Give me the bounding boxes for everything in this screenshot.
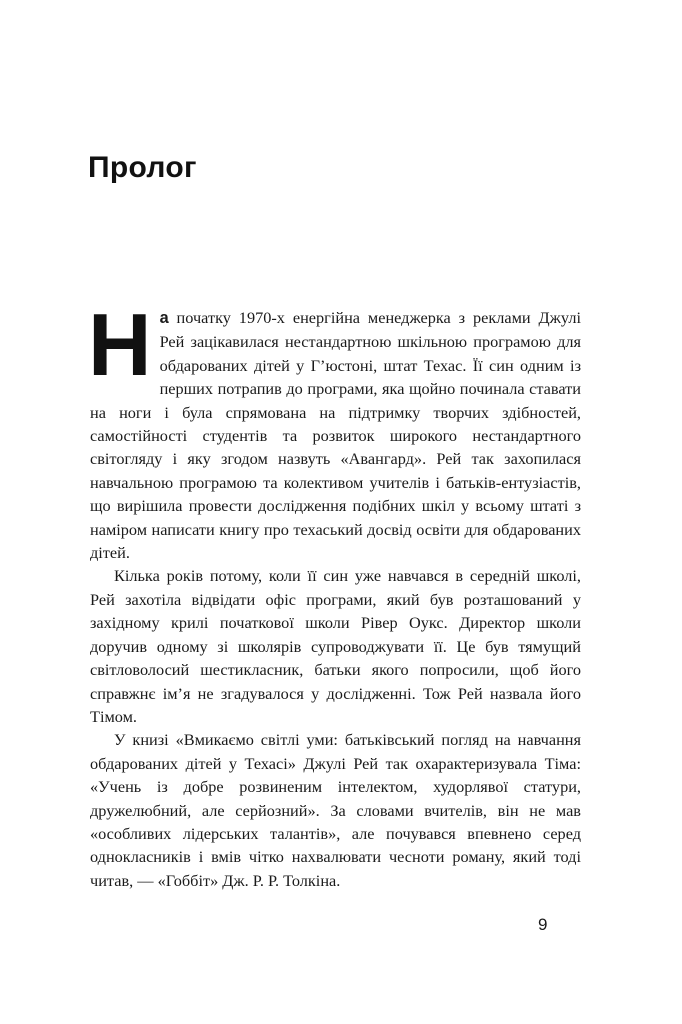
paragraph-1-text: початку 1970-х енергійна менеджерка з реклами Джулі Рей зацікавилася нестандартною шкільною програмою для обдарованих дітей у Г’юстоні, штат Техас. Її син одним із перших потрапив до програми, яка щойно починала ставати на ноги і була спрямована на підтримку творчих здібностей, самостійності студентів та розвиток широкого нестандартного світогляду і яку згодом назвуть «Авангард». Рей так захопилася навчальною програмою та колективом учителів і батьків-ентузіастів, що вирішила провести дослідження подібних шкіл у всьому штаті з наміром написати книгу про техаський досвід освіти для обдарованих дітей. — [90, 308, 581, 563]
drop-cap: Н — [88, 295, 152, 394]
lead-letter: а — [159, 309, 169, 327]
paragraph-1 — [88, 295, 581, 564]
chapter-title: Пролог — [88, 151, 197, 184]
page-number: 9 — [538, 915, 548, 934]
body-text — [88, 295, 581, 892]
paragraph-2: Кілька років потому, коли її син уже навчався в середній школі, Рей захотіла відвідати офіс програми, який був розташований у західному крилі початкової школи Рівер Оукс. Директор школи доручив одному зі школярів супроводжувати її. Це був тямущий світловолосий шестикласник, батьки якого попросили, щоб його справжнє ім’я не згадувалося у дослідженні. Тож Рей назвала його Тімом. — [90, 566, 581, 726]
paragraph-3: У книзі «Вмикаємо світлі уми: батьківський погляд на навчання обдарованих дітей у Техасі» Джулі Рей так охарактеризувала Тіма: «Учень із добре розвиненим інтелектом, худорлявої статури, дружелюбний, але серйозний». За словами вчителів, він не мав «особливих лідерських талантів», але почувався впевнено серед однокласників і вмів чітко нахвалювати чесноти роману, який тоді читав, — «Гоббіт» Дж. Р. Р. Толкіна. — [90, 730, 581, 890]
